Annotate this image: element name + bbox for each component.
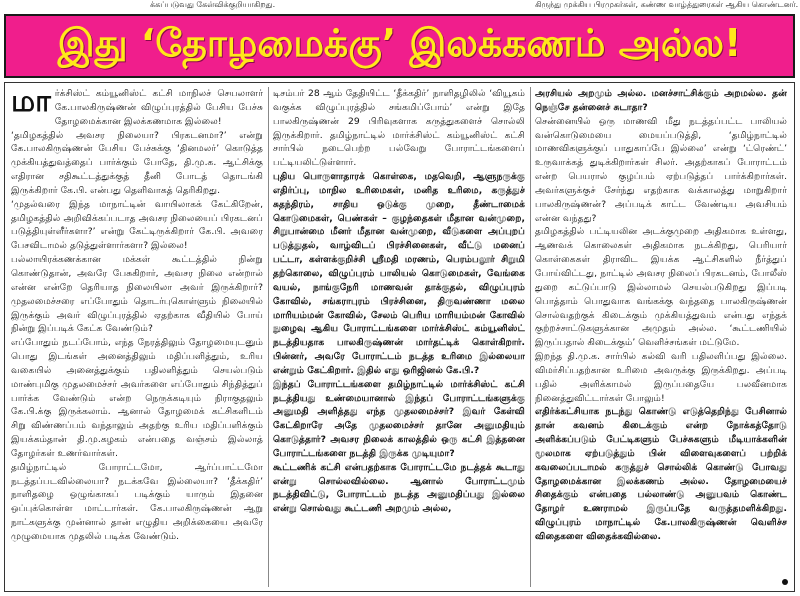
paragraph: டிசம்பர் 28 ஆம் தேதியிட்ட ‘தீக்கதிர்’ நாளிதழிலில் ‘வியூகம் வகுக்க விழுப்புரத்தில் சங்கமிப்போம்’ என்று இதே பாலகிருஷ்ணன் 29 பிரிவுகளாக கருத்துகளைச் சொல்லி இருக்கிறார். தமிழ்நாட்டில் மார்க்சிஸ்ட் கம்யூனிஸ்ட் கட்சி சார்பில் நடைபெற்ற பல்வேறு போராட்டங்களைப் பட்டியலிட்டுள்ளார். bbox=[273, 88, 525, 169]
paragraph: பல்லாயிரக்கணக்கான மக்கள் கூட்டத்தில் நின்று கொண்டுதான், அவரே பேசுகிறார், அவசர நிலை என்றால் என்ன என்றே தெரியாத நிலையிலா அவர் இருக்கிறார்? முதலமைச்சரை எப்போதும் தொடர்புகொள்ளும் நிலையில் இருக்கும் அவர் விழுப்புரத்தில் ஏதற்காக வீதியில் போய் நின்று இப்படிக் கேட்க வேண்டும்? bbox=[11, 254, 263, 335]
article-column-3 bbox=[535, 87, 787, 587]
headline: இது ‘தோழமைக்கு’ இலக்கணம் அல்ல! bbox=[57, 21, 742, 65]
paragraph: இறந்த தி.மு.க. சார்பில் கல்வி வரி பதிலளிப்பது இல்லை. விமர்சிப்பதற்கான உரிமை அவருக்கு இருக்கிறது. அப்படி பதில் அளிக்காமல் இருப்பதையே பலவீனமாக நினைத்துவிட்டார்கள் போலும்! bbox=[535, 351, 787, 404]
paragraph: தமிழகத்தில் பட்டியலின அடக்குமுறை அதிகமாக உள்ளது, ஆணவக் கொலைகள் அதிகமாக நடக்கிறது, பெரியார் கொள்கைகள் திராவிட இயக்க ஆட்சிகளில் நீர்த்துப் போய்விட்டது, நாட்டில் அவசர நிலைப் பிரகடனம், போலீஸ் துறை கட்டுப்பாடு இல்லாமல் செயல்படுகிறது இப்படி பொத்தாம் பொதுவாக வங்கக்கு வந்ததை பாலகிருஷ்ணன் சொல்வதற்குக் கிடைக்கும் முக்கியத்துவம் என்பது எந்தக் குற்றச்சாட்டுகளுக்கான அமுதம் அல்ல. ‘கூட்டணியில் இருப்பதால் கிடைக்கும்’ வெளிச்சங்கள் மட்டுமே. bbox=[535, 226, 787, 349]
article-column-2 bbox=[273, 87, 525, 587]
article-column-1 bbox=[11, 87, 263, 587]
top-strip-right-text: கிருந்து முக்கிய பிரமுகர்கள், கண்ண வாழ்த்துரைகள் ஆகிய கொண்டனர். bbox=[535, 0, 799, 9]
dropcap: மா bbox=[11, 87, 51, 119]
paragraph: சென்னையில் ஒரு மாணவி மீது நடத்தப்பட்ட பாலியல் வன்கொடுமையை மையப்படுத்தி, ‘தமிழ்நாட்டில் மாணவிகளுக்குப் பாதுகாப்பே இல்லை’ என்று ‘ட்ரெண்ட்’ உருவாக்கத் துடிக்கிறார்கள் சிலர். அதற்காகப் போராட்டம் என்ற பெயரால் குழப்பம் ஏற்படுத்தப் பார்க்கிறார்கள். அவர்களுக்குச் சேர்ந்து எதற்காக வக்காலத்து மாறுகிறார் பாலகிருஷ்ணன்? அப்படிக் காட்ட வேண்டிய அவசியம் என்ன வந்தது? bbox=[535, 115, 787, 224]
paragraph: புதிய பொருளாதாரக் கொள்கை, மதவெறி, ஆளுநருக்கு எதிர்ப்பு, மாநில உரிமைகள், மனித உரிமை, கருத்துச் சுதந்திரம், சாதிய ஒடுக்கு முறை, தீண்டாமைக் கொடுமைகள், பெண்கள் – குழந்தைகள் மீதான வன்முறை, சிறுபான்மை மீனர் மீதான வன்முறை, வீடுகளை அப்புறப் படுத்துதல், வாழ்விடப் பிரச்சினைகள், வீட்டு மனைப் பட்டா, கள்ளக்குறிச்சி ஸ்ரீமதி மரணம், பெரம்பலூர் சிறுமி தற்கொலை, விழுப்புரம் பாலியல் கொடுமைகள், வேங்கை வயல், நாங்குநேரி மாணவன் தாக்குதல், விழுப்புரம் கோவில், சங்கராபுரம் பிரச்சினை, திருவண்ணா மலை மாரியம்மன் கோவில், சேலம் பெரிய மாரியம்மன் கோவில் நுழைவு ஆகிய போராட்டங்களை மார்க்சிஸ்ட் கம்யூனிஸ்ட் நடத்தியதாக பாலகிருஷ்ணன் மார்தட்டிக் கொள்கிறார். பின்னர், அவரே போராட்டம் நடத்த உரிமை இல்லையா என்றும் கேட்கிறார். இதில் எது ஒரிஜினல் கே.பி.? bbox=[273, 171, 525, 376]
paragraph: ‘தமிழகத்தில் அவசர நிலையா? பிரகடனமா?’ என்று கே.பாலகிருஷ்ணன் பேசிய பேச்சுக்கு ‘தினமலர்’ கொடுத்த முக்கியத்துவத்தைப் பார்க்கும் போதே, தி.மு.க. ஆட்சிக்கு எதிரான சதிகூட்டத்துக்குத் தீனி போடத் தொடங்கி இருக்கிறார் கே.பி. என்பது தெளிவாகத் தெரிகிறது. bbox=[11, 129, 263, 196]
paragraph: எதிர்க்கட்சியாக நடந்து கொண்டு எடுத்தெறிந்து பேசினால் தான் கவனம் கிடைக்கும் என்ற நோக்கத்தோடு அளிக்கப்படும் பேட்டிகளும் பேச்சுகளும் மீடியாக்களின் மூலமாக ஏற்படுத்தும் பின் விளைவுகளைப் பற்றிக் கவலைப்படாமல் கருத்துச் சொல்லிக் கொண்டு போவது தோழமைக்கான இலக்கணம் அல்ல. தோழமையைச் சிதைக்கும் என்பதை பல்லாண்டு அனுபவம் கொண்ட தோழர் உணராமல் இருப்பதே வருத்தமளிக்கிறது. விழுப்புரம் மாநாட்டில் கே.பாலகிருஷ்ணன் வெளிச்ச விதைகளை விதைக்கவில்லை. bbox=[535, 406, 787, 542]
paragraph: எப்போதும் நடப்போம், எந்த நேரத்திலும் தோழமையுடனும் பொது இடங்கள் அனைத்திலும் மதிப்பளித்தும், உரிய வகையில் அனைத்துக்கும் பதிலளித்தும் செயல்படும் மாண்புமிகு முதலமைச்சர் அவர்களை எப்போதும் சிந்தித்துப் பார்க்க வேண்டும் என்ற நெருக்கடியும் நிராகுதலும் கே.பி.க்கு இருக்கலாம். ஆனால் தோழமைக் கட்சிகளிடம் சிறு விண்ணப்பம் வந்தாலும் அதற்கு உரிய மதிப்பளிக்கும் இயக்கம்தான் தி.மு.கழகம் என்பதை வஞ்சம் இல்லாத் தோழர்கள் உணர்வார்கள். bbox=[11, 337, 263, 459]
top-strip bbox=[0, 0, 800, 12]
paragraph: தமிழ்நாட்டில் போராட்டமோ, ஆர்ப்பாட்டமோ நடத்தப்படவில்லையா? நடக்கவே இல்லையா? ‘தீக்கதிர்’ நாளிதழை ஒழுங்காகப் படிக்கும் யாரும் இதனை ஒப்புக்கொள்ள மாட்டார்கள். கே.பாலகிருஷ்ணன் ஆறு நாட்களுக்கு முன்னால் தான் எழுதிய அறிக்கையை அவரே முழுமையாக முதலில் படிக்க வேண்டும். bbox=[11, 461, 263, 542]
paragraph: இந்தப் போராட்டங்களை தமிழ்நாட்டில் மார்க்சிஸ்ட் கட்சி நடத்தியது உண்மையானால் இந்தப் போராட்டங்களுக்கு அனுமதி அளித்தது எந்த முதலமைச்சர்? இவர் கேள்வி கேட்கிறாரே அதே முதலமைச்சர் தானே அனுமதியும் கொடுத்தார்? அவசர நிலைக் காலத்தில் ஒரு கட்சி இத்தனை போராட்டங்களை நடத்தி இருக்க முடியுமா? bbox=[273, 378, 525, 459]
paragraph: அரசியல் அறமும் அல்ல. மனச்சாட்சிக்கும் அறமல்ல. தன் நெஞ்சே தன்னைச் சுடாதா? bbox=[535, 88, 787, 113]
column-divider bbox=[530, 87, 531, 587]
column-divider bbox=[268, 87, 269, 587]
article-body bbox=[4, 82, 795, 592]
paragraph-text: ர்க்சிஸ்ட் கம்யூனிஸ்ட் கட்சி மாநிலச் செயலாளர் கே.பாலகிருஷ்ணன் விழுப்புரத்தில் பேசிய பேச்சு தோழமைக்கான இலக்கணமாக இல்லை! bbox=[54, 88, 263, 127]
headline-banner bbox=[4, 14, 795, 78]
paragraph: கூட்டணிக் கட்சி என்பதற்காக போராட்டமே நடத்தக் கூடாது என்று சொல்லவில்லை. ஆனால் போராட்டமும் நடத்திவிட்டு, போராட்டம் நடத்த அனுமதிப்பது இல்லை என்று சொல்வது கூட்டணி அறமும் அல்ல, bbox=[273, 461, 525, 515]
top-strip-left-text: க்கப்படுவது கேள்விக்குறியாகிறது. bbox=[150, 0, 276, 9]
paragraph bbox=[11, 87, 263, 129]
end-mark-icon bbox=[782, 579, 788, 585]
paragraph: ‘முதல்வரை இந்த மாநாட்டின் வாயிலாகக் கேட்கிறேன், தமிழகத்தில் அறிவிக்கப்படாத அவசர நிலையைப் பிரகடனப் படுத்தியுள்ளீர்களா?’ என்று கேட்டிருக்கிறார் கே.பி. அவரை பேசவிடாமல் தடுத்துள்ளார்களா? இல்லை! bbox=[11, 198, 263, 252]
